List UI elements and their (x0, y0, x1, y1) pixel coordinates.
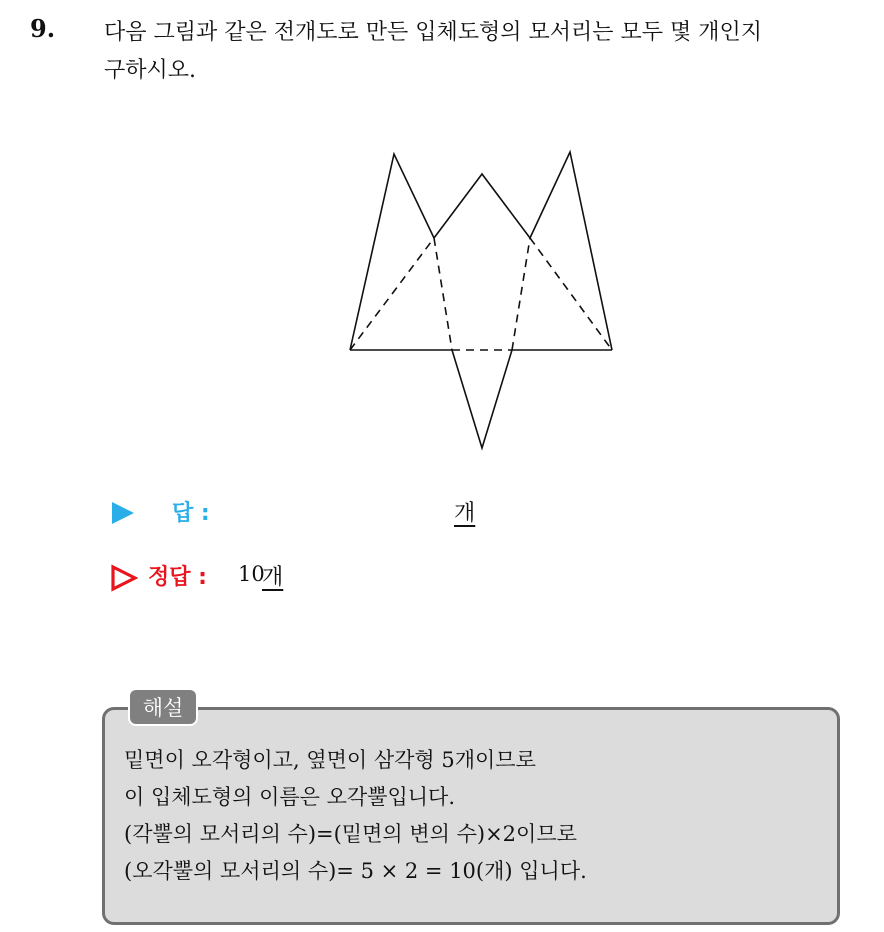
net-solid-left-triangle (350, 154, 434, 350)
net-fold-edge-4 (512, 238, 530, 350)
correct-answer-row (110, 560, 530, 600)
net-fold-edge-2 (434, 238, 452, 350)
answer-unit: 개 (454, 501, 476, 526)
explanation-line: (오각뿔의 모서리의 수)= 5 × 2 = 10(개) 입니다. (124, 859, 587, 883)
correct-answer-value: 10 (238, 562, 265, 586)
net-solid-lower-triangle (452, 350, 512, 448)
question-number: 9. (30, 14, 56, 43)
question-line-1: 다음 그림과 같은 전개도로 만든 입체도형의 모서리는 모두 몇 개인지 (104, 20, 762, 45)
correct-answer-unit: 개 (262, 565, 284, 590)
answer-row (110, 496, 530, 536)
net-solid-top-triangle (434, 174, 530, 238)
answer-label: 답 : (172, 501, 210, 526)
pyramid-net-figure (330, 140, 630, 460)
explanation-line: 밑면이 오각형이고, 옆면이 삼각형 5개이므로 (124, 748, 536, 772)
play-outline-icon (110, 564, 138, 592)
play-filled-icon (110, 500, 136, 526)
question-text (104, 14, 874, 90)
explanation-text (124, 742, 824, 890)
net-solid-right-triangle (530, 152, 612, 350)
explanation-line: (각뿔의 모서리의 수)=(밑면의 변의 수)×2이므로 (124, 822, 577, 846)
question-line-2: 구하시오. (104, 58, 197, 83)
correct-answer-label: 정답 : (148, 565, 207, 590)
explanation-line: 이 입체도형의 이름은 오각뿔입니다. (124, 785, 455, 809)
explanation-tab: 해설 (128, 688, 198, 726)
